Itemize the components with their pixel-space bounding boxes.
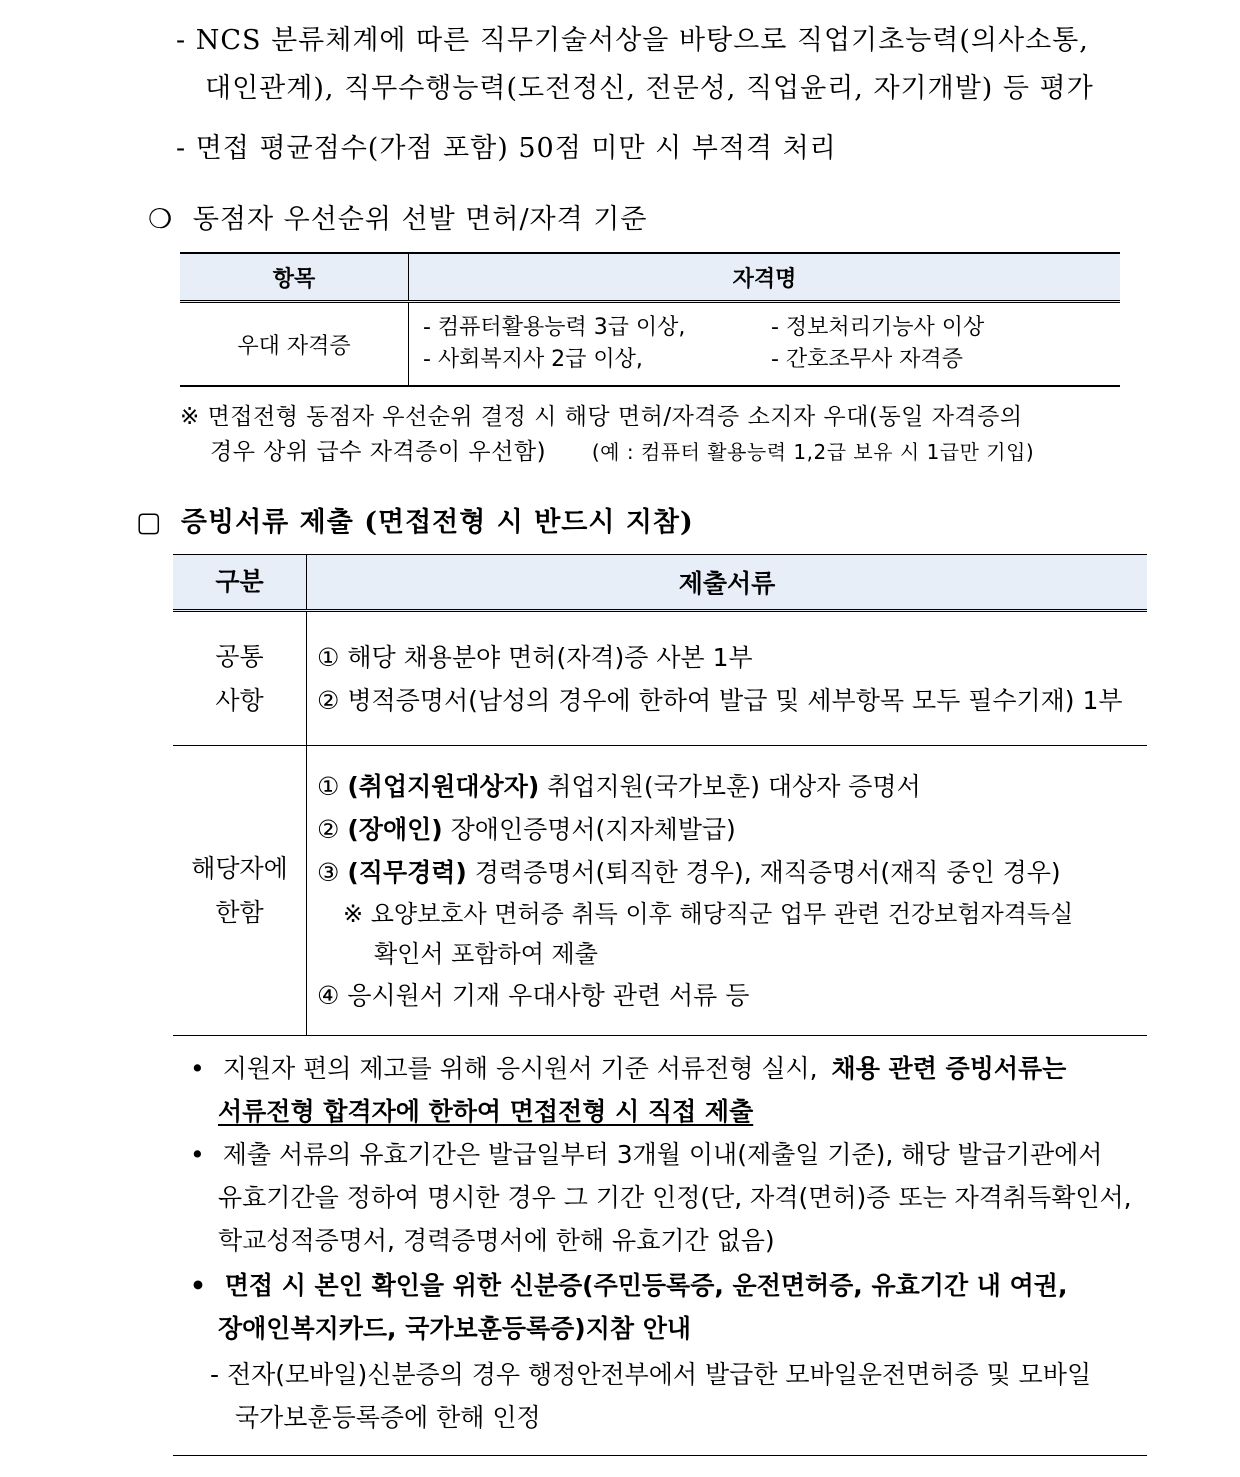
common-label — [173, 611, 307, 746]
document-item: ① (취업지원대상자) 취업지원(국가보훈) 대상자 증명서 — [317, 771, 921, 801]
document-item: ② (장애인) 장애인증명서(지자체발급) — [317, 814, 736, 844]
intro-line-3: - 면접 평균점수(가점 포함) 50점 미만 시 부적격 처리 — [176, 133, 837, 164]
bullet-item-2-line-2: 유효기간을 정하여 명시한 경우 그 기간 인정(단, 자격(면허)증 또는 자격취득확인서, — [218, 1183, 1132, 1212]
bullet-item-2: • 제출 서류의 유효기간은 발급일부터 3개월 이내(제출일 기준), 해당 발급기관에서 — [190, 1140, 1103, 1169]
tie-note-line-2 — [210, 433, 1034, 466]
applicable-documents — [307, 746, 1148, 1036]
bottom-divider — [173, 1455, 1147, 1456]
bullet-item-3-line-2: 장애인복지카드, 국가보훈등록증)지참 안내 — [218, 1314, 692, 1343]
docs-section-heading — [136, 500, 694, 539]
square-bullet-icon: ▢ — [136, 507, 163, 538]
bullet-item-1: • 지원자 편의 제고를 위해 응시원서 기준 서류전형 실시, 채용 관련 증빙서류는 — [190, 1054, 1067, 1083]
bullet-dot-icon: • — [190, 1271, 206, 1300]
tie-note-example: (예 : 컴퓨터 활용능력 1,2급 보유 시 1급만 기입) — [591, 440, 1035, 464]
common-label-line: 공통 — [215, 641, 264, 671]
tie-qualification-table — [180, 252, 1120, 387]
common-documents — [307, 611, 1148, 746]
bullet-dot-icon: • — [190, 1054, 205, 1083]
docs-section-title: 증빙서류 제출 (면접전형 시 반드시 지참) — [180, 507, 694, 538]
bullet-item-2-line-3: 학교성적증명서, 경력증명서에 한해 유효기간 없음) — [218, 1226, 775, 1255]
qualification-item: - 사회복지사 2급 이상, — [423, 347, 643, 372]
qualification-item: - 간호조무사 자격증 — [771, 347, 963, 372]
document-item: ② 병적증명서(남성의 경우에 한하여 발급 및 세부항목 모두 필수기재) 1부 — [317, 685, 1123, 715]
qualification-list — [409, 302, 1121, 387]
bullet-item-1-line-2: 서류전형 합격자에 한하여 면접전형 시 직접 제출 — [218, 1097, 754, 1126]
document-note: 확인서 포함하여 제출 — [374, 939, 598, 968]
applicable-label-line: 해당자에 — [191, 853, 288, 883]
documents-table — [173, 554, 1147, 1036]
applicable-label-line: 한함 — [215, 897, 264, 927]
table-header-qualification: 자격명 — [409, 253, 1121, 302]
applicable-label — [173, 746, 307, 1036]
bullet-item-3: • 면접 시 본인 확인을 위한 신분증(주민등록증, 운전면허증, 유효기간 내 여권, — [190, 1271, 1068, 1300]
table-header-category: 구분 — [173, 555, 307, 611]
preferred-cert-label: 우대 자격증 — [180, 302, 409, 387]
tie-section-heading — [148, 197, 647, 236]
circle-bullet-icon: ❍ — [148, 204, 174, 235]
common-label-line: 사항 — [215, 685, 264, 715]
intro-line-2: 대인관계), 직무수행능력(도전정신, 전문성, 직업윤리, 자기개발) 등 평가 — [205, 73, 1094, 104]
document-item: ① 해당 채용분야 면허(자격)증 사본 1부 — [317, 642, 753, 672]
bullet-dot-icon: • — [190, 1140, 205, 1169]
qualification-item: - 컴퓨터활용능력 3급 이상, — [423, 315, 686, 340]
document-item: ③ (직무경력) 경력증명서(퇴직한 경우), 재직증명서(재직 중인 경우) — [317, 857, 1061, 887]
sub-item-line-1: - 전자(모바일)신분증의 경우 행정안전부에서 발급한 모바일운전면허증 및 모바일 — [210, 1360, 1092, 1389]
tie-section-title: 동점자 우선순위 선발 면허/자격 기준 — [192, 204, 648, 235]
tie-note-line-1: ※ 면접전형 동점자 우선순위 결정 시 해당 면허/자격증 소지자 우대(동일 자격증의 — [180, 404, 1023, 430]
table-header-documents: 제출서류 — [307, 555, 1148, 611]
tie-note-text: 경우 상위 급수 자격증이 우선함) — [210, 439, 547, 465]
sub-item-line-2: 국가보훈등록증에 한해 인정 — [235, 1403, 541, 1432]
intro-line-1: - NCS 분류체계에 따른 직무기술서상을 바탕으로 직업기초능력(의사소통, — [176, 25, 1089, 56]
table-header-item: 항목 — [180, 253, 409, 302]
document-item: ④ 응시원서 기재 우대사항 관련 서류 등 — [317, 980, 750, 1010]
qualification-item: - 정보처리기능사 이상 — [771, 315, 985, 340]
document-note: ※ 요양보호사 면허증 취득 이후 해당직군 업무 관련 건강보험자격득실 — [343, 899, 1074, 928]
